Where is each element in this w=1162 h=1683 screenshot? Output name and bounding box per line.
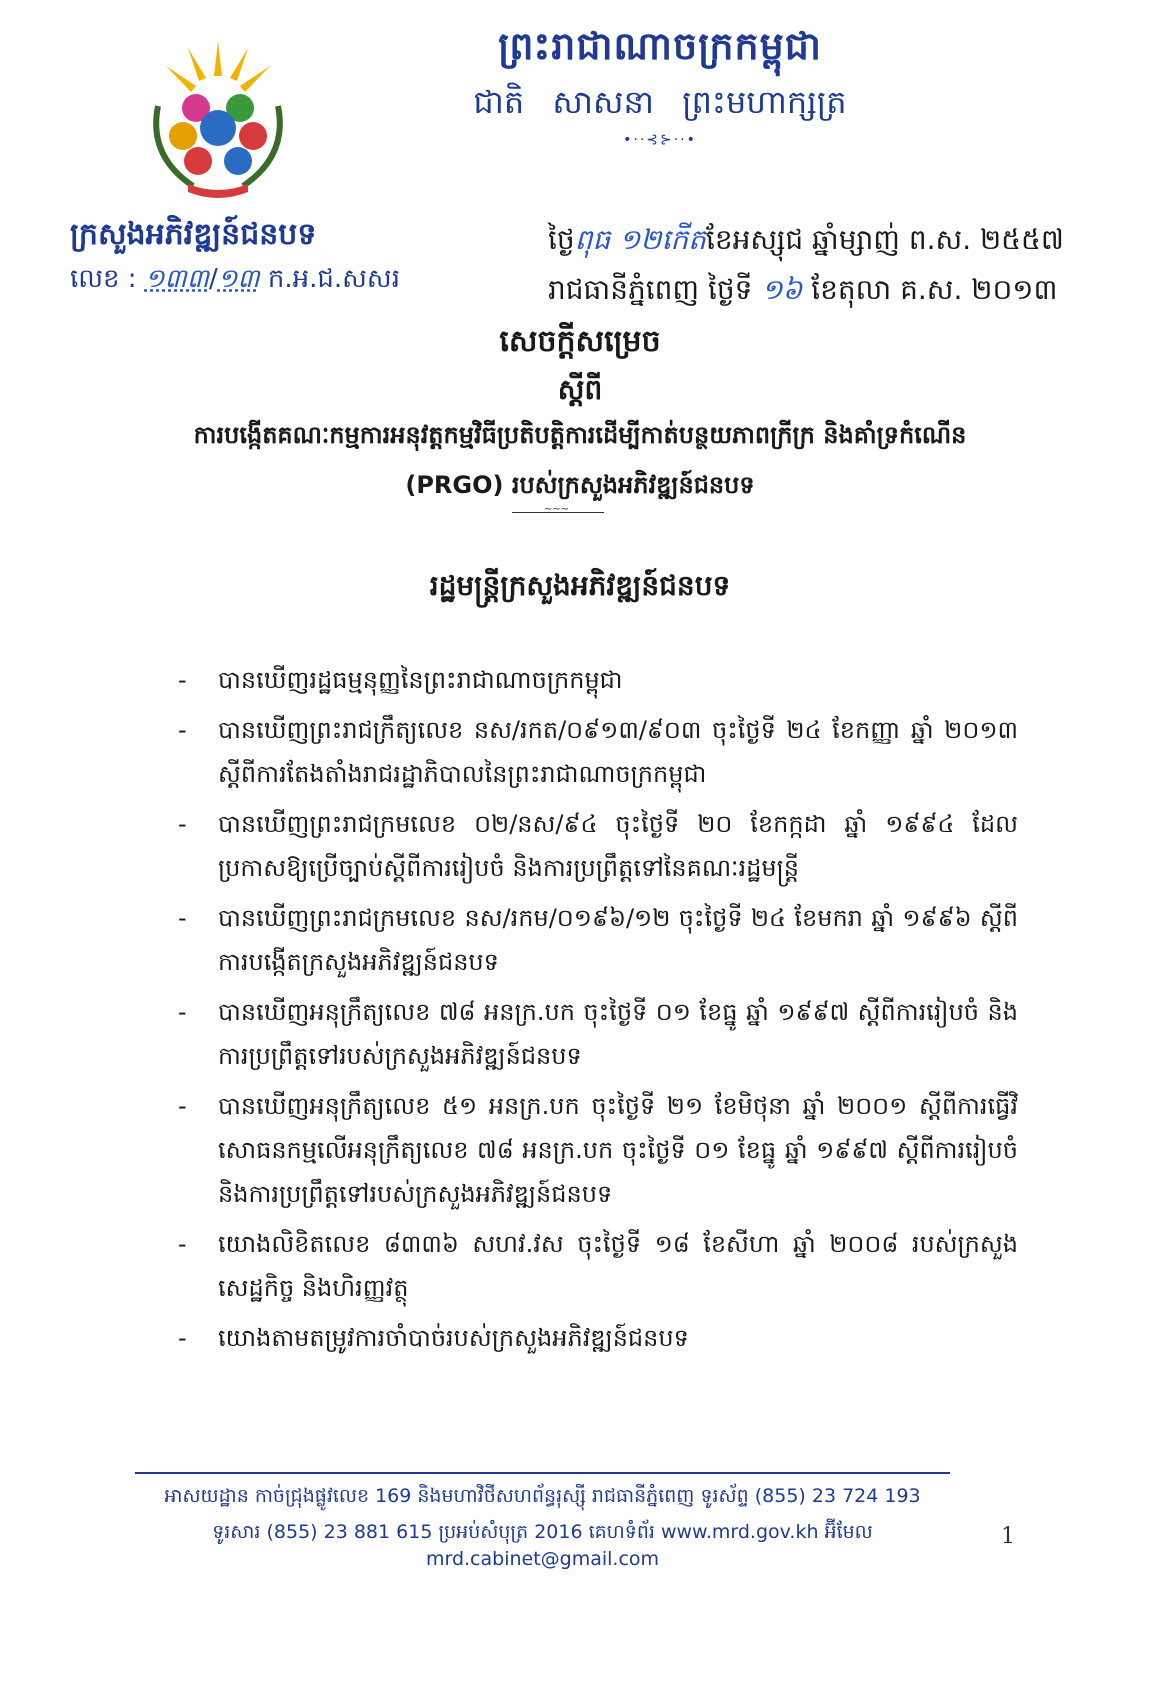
header-ornament: •··⊰⊱··• (623, 132, 697, 148)
ministry-name: ក្រសួងអភិវឌ្ឍន៍ជនបទ (70, 217, 317, 252)
document-subject-line1: ការបង្កើតគណៈកម្មការអនុវត្តកម្មវិធីប្រតិបត្តិការដើម្បីកាត់បន្ថយភាពក្រីក្រ និងគាំទ្រកំណើន (193, 421, 967, 449)
subject-divider (512, 512, 604, 513)
solar-date (548, 272, 1088, 313)
list-item: - យោងតាមតម្រូវការចាំបាច់របស់ក្រសួងអភិវឌ្ឍន៍ជនបទ (178, 1324, 689, 1352)
reference-text: បានឃើញអនុក្រឹត្យលេខ ៧៨ អនក្រ.បក ចុះថ្ងៃទី ០១ ខែធ្នូ ឆ្នាំ ១៩៩៧ ស្តីពីការរៀបចំ និងការប្រព្រឹត្តទៅរបស់ក្រសួងអភិវឌ្ឍន៍ជនបទ (218, 998, 1018, 1070)
kingdom-title: ព្រះរាជាណាចក្រកម្ពុជា (498, 24, 822, 68)
reference-text: យោងលិខិតលេខ ៨៣៣៦ សហវ.វស ចុះថ្ងៃទី ១៨ ខែសីហា ឆ្នាំ ២០០៨ របស់ក្រសួងសេដ្ឋកិច្ច និងហិរញ្ញវត្ថុ (218, 1230, 1018, 1302)
reference-text: យោងតាមតម្រូវការចាំបាច់របស់ក្រសួងអភិវឌ្ឍន៍ជនបទ (218, 1324, 689, 1352)
solar-prefix: រាជធានីភ្នំពេញ ថ្ងៃទី (548, 273, 753, 306)
reference-text: បានឃើញរដ្ឋធម្មនុញ្ញនៃព្រះរាជាណាចក្រកម្ពុជា (218, 666, 623, 694)
ref-number: ១៣៣ (144, 264, 209, 294)
issuer-title: រដ្ឋមន្ត្រីក្រសួងអភិវឌ្ឍន៍ជនបទ (429, 569, 731, 602)
list-item: - បានឃើញអនុក្រឹត្យលេខ ៥១ អនក្រ.បក ចុះថ្ងៃទី ២១ ខែមិថុនា ឆ្នាំ ២០០១ ស្តីពីការធ្វើវិសោធនកម្មលើអនុក្រឹត្យលេខ ៧៨ អនក្រ.បក ចុះថ្ងៃទី ០១ ខែធ្នូ ឆ្នាំ ១៩៩៧ ស្តីពីការរៀបចំ និងការប្រព្រឹត្តទៅរបស់ក្រសួងអភិវឌ្ឍន៍ជនបទ (178, 1092, 1018, 1208)
list-item: - បានឃើញព្រះរាជក្រមលេខ នស/រកម/០១៩៦/១២ ចុះថ្ងៃទី ២៤ ខែមករា ឆ្នាំ ១៩៩៦ ស្តីពីការបង្កើតក្រសួងអភិវឌ្ឍន៍ជនបទ (178, 904, 1018, 976)
lunar-handwritten: ពុធ ១២កើត (574, 223, 706, 256)
document-subject-line2: (PRGO) របស់ក្រសួងអភិវឌ្ឍន៍ជនបទ (405, 471, 755, 499)
solar-day: ១៦ (761, 273, 803, 306)
document-type: សេចក្តីសម្រេច (499, 324, 661, 359)
ministry-logo (138, 36, 298, 206)
ref-label: លេខ : (70, 264, 137, 294)
logo-ribbon (188, 184, 248, 198)
list-item: - បានឃើញព្រះរាជក្រមលេខ ០២/នស/៩៤ ចុះថ្ងៃទី ២០ ខែកក្កដា ឆ្នាំ ១៩៩៤ ដែលប្រកាសឱ្យប្រើច្បាប់ស្តីពីការរៀបចំ និងការប្រព្រឹត្តទៅនៃគណៈរដ្ឋមន្ត្រី (178, 810, 1018, 882)
footer-address: អាសយដ្ឋាន កាច់ជ្រុងផ្លូវលេខ 169 និងមហាវិថីសហព័ន្ធរុស្ស៊ី រាជធានីភ្នំពេញ ទូរស័ព្ទ (855) 23 724 193 (164, 1485, 921, 1507)
footer-divider (135, 1472, 950, 1474)
logo-rays (166, 41, 270, 92)
lunar-date (548, 222, 1088, 263)
ref-suffix: ក.អ.ជ.សសរ (267, 264, 400, 294)
lunar-suffix: ខែអស្សុជ ឆ្នាំម្សាញ់ ព.ស. ២៥៥៧ (705, 223, 1064, 256)
solar-suffix: ខែតុលា គ.ស. ២០១៣ (811, 273, 1058, 306)
reference-text: បានឃើញព្រះរាជក្រមលេខ ០២/នស/៩៤ ចុះថ្ងៃទី ២០ ខែកក្កដា ឆ្នាំ ១៩៩៤ ដែលប្រកាសឱ្យប្រើច្បាប់ស្តីពីការរៀបចំ និងការប្រព្រឹត្តទៅនៃគណៈរដ្ឋមន្ត្រី (218, 810, 1018, 882)
ref-year: ១៣ (217, 264, 260, 294)
reference-text: បានឃើញអនុក្រឹត្យលេខ ៥១ អនក្រ.បក ចុះថ្ងៃទី ២១ ខែមិថុនា ឆ្នាំ ២០០១ ស្តីពីការធ្វើវិសោធនកម្មលើអនុក្រឹត្យលេខ ៧៨ អនក្រ.បក ចុះថ្ងៃទី ០១ ខែធ្នូ ឆ្នាំ ១៩៩៧ ស្តីពីការរៀបចំ និងការប្រព្រឹត្តទៅរបស់ក្រសួងអភិវឌ្ឍន៍ជនបទ (218, 1092, 1018, 1208)
reference-text: បានឃើញព្រះរាជក្រមលេខ នស/រកម/០១៩៦/១២ ចុះថ្ងៃទី ២៤ ខែមករា ឆ្នាំ ១៩៩៦ ស្តីពីការបង្កើតក្រសួងអភិវឌ្ឍន៍ជនបទ (218, 904, 1018, 976)
reference-number: លេខ : ១៣៣/១៣ ក.អ.ជ.សសរ (70, 264, 400, 294)
national-motto: ជាតិ សាសនា ព្រះមហាក្សត្រ (473, 83, 847, 121)
footer-contact: ទូរសារ (855) 23 881 615 ប្រអប់សំបុត្រ 2016 គេហទំព័រ www.mrd.gov.kh អ៊ីមែល mrd.cabinet@gmail.com (212, 1521, 873, 1570)
lunar-prefix: ថ្ងៃ (548, 223, 575, 256)
reference-text: បានឃើញព្រះរាជក្រឹត្យលេខ នស/រកត/០៩១៣/៩០៣ ចុះថ្ងៃទី ២៤ ខែកញ្ញា ឆ្នាំ ២០១៣ ស្តីពីការតែងតាំងរាជរដ្ឋាភិបាលនៃព្រះរាជាណាចក្រកម្ពុជា (218, 716, 1018, 788)
page-number: 1 (1001, 1524, 1015, 1549)
document-about: ស្តីពី (557, 373, 603, 406)
list-item: - យោងលិខិតលេខ ៨៣៣៦ សហវ.វស ចុះថ្ងៃទី ១៨ ខែសីហា ឆ្នាំ ២០០៨ របស់ក្រសួងសេដ្ឋកិច្ច និងហិរញ្ញវត្ថុ (178, 1230, 1018, 1302)
list-item: - បានឃើញព្រះរាជក្រឹត្យលេខ នស/រកត/០៩១៣/៩០៣ ចុះថ្ងៃទី ២៤ ខែកញ្ញា ឆ្នាំ ២០១៣ ស្តីពីការតែងតាំងរាជរដ្ឋាភិបាលនៃព្រះរាជាណាចក្រកម្ពុជា (178, 716, 1018, 788)
list-item: - បានឃើញរដ្ឋធម្មនុញ្ញនៃព្រះរាជាណាចក្រកម្ពុជា (178, 666, 623, 694)
reference-list (178, 658, 1018, 1366)
list-item: - បានឃើញអនុក្រឹត្យលេខ ៧៨ អនក្រ.បក ចុះថ្ងៃទី ០១ ខែធ្នូ ឆ្នាំ ១៩៩៧ ស្តីពីការរៀបចំ និងការប្រព្រឹត្តទៅរបស់ក្រសួងអភិវឌ្ឍន៍ជនបទ (178, 998, 1018, 1070)
